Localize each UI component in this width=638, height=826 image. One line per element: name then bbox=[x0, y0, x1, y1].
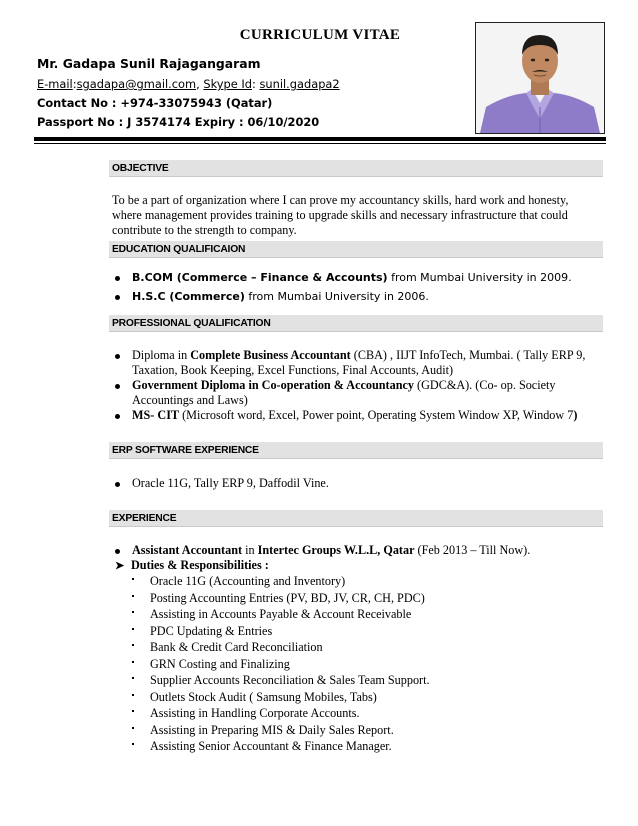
bullet-icon bbox=[115, 295, 120, 300]
square-bullet-icon bbox=[132, 644, 134, 646]
square-bullet-icon bbox=[132, 677, 134, 679]
square-bullet-icon bbox=[132, 628, 134, 630]
section-heading-erp: ERP SOFTWARE EXPERIENCE bbox=[109, 442, 603, 459]
document-title: CURRICULUM VITAE bbox=[239, 27, 401, 43]
objective-text: To be a part of organization where I can prove my accountancy skills, hard work and honesty, where management provides training to upgrade skills and necessary infrastructure that could contribute to the strength to company. bbox=[112, 193, 569, 237]
list-item: B.COM (Commerce – Finance & Accounts) from Mumbai University in 2009. bbox=[112, 270, 606, 285]
experience-list bbox=[112, 543, 606, 558]
list-item: Assisting in Preparing MIS & Daily Sales Report. bbox=[132, 722, 430, 739]
square-bullet-icon bbox=[132, 694, 134, 696]
section-heading-objective: OBJECTIVE bbox=[109, 160, 603, 177]
contact-number: Contact No : +974-33075943 (Qatar) bbox=[37, 96, 273, 110]
education-list bbox=[112, 270, 606, 304]
list-item: H.S.C (Commerce) from Mumbai University in 2006. bbox=[112, 289, 606, 304]
experience-entry: Assistant Accountant in Intertec Groups W.L.L, Qatar (Feb 2013 – Till Now). bbox=[112, 543, 606, 558]
profile-photo bbox=[475, 22, 605, 134]
list-item: Assisting in Accounts Payable & Account Receivable bbox=[132, 606, 430, 623]
square-bullet-icon bbox=[132, 710, 134, 712]
passport-info: Passport No : J 3574174 Expiry : 06/10/2020 bbox=[37, 115, 320, 129]
list-item: Outlets Stock Audit ( Samsung Mobiles, Tabs) bbox=[132, 689, 430, 706]
square-bullet-icon bbox=[132, 727, 134, 729]
bullet-icon bbox=[115, 549, 120, 554]
skype-label: Skype Id bbox=[203, 77, 252, 91]
list-item: Oracle 11G (Accounting and Inventory) bbox=[132, 573, 430, 590]
square-bullet-icon bbox=[132, 611, 134, 613]
square-bullet-icon bbox=[132, 661, 134, 663]
duties-heading: ➤ Duties & Responsibilities : bbox=[115, 558, 269, 572]
bullet-icon bbox=[115, 384, 120, 389]
list-item: Assisting Senior Accountant & Finance Manager. bbox=[132, 738, 430, 755]
bullet-icon bbox=[115, 276, 120, 281]
square-bullet-icon bbox=[132, 595, 134, 597]
section-heading-professional: PROFESSIONAL QUALIFICATION bbox=[109, 315, 603, 332]
section-heading-education: EDUCATION QUALIFICAION bbox=[109, 241, 603, 258]
header-divider-thin bbox=[34, 143, 606, 144]
list-item: MS- CIT (Microsoft word, Excel, Power point, Operating System Window XP, Window 7) bbox=[112, 408, 606, 423]
square-bullet-icon bbox=[132, 743, 134, 745]
email-label: E-mail bbox=[37, 77, 73, 91]
header-divider-thick bbox=[34, 137, 606, 141]
professional-list bbox=[112, 348, 606, 423]
contact-links-line: E-mail:sgadapa@gmail.com, Skype Id: sunil.gadapa2 bbox=[37, 77, 340, 91]
list-item: Assisting in Handling Corporate Accounts. bbox=[132, 705, 430, 722]
list-item: Government Diploma in Co-operation & Accountancy (GDC&A). (Co- op. Society Accountings and Laws) bbox=[112, 378, 606, 408]
list-item: Oracle 11G, Tally ERP 9, Daffodil Vine. bbox=[112, 476, 606, 491]
list-item: Diploma in Complete Business Accountant (CBA) , IIJT InfoTech, Mumbai. ( Tally ERP 9, Taxation, Book Keeping, Excel Functions, Final Accounts, Audit) bbox=[112, 348, 606, 378]
list-item: Posting Accounting Entries (PV, BD, JV, CR, CH, PDC) bbox=[132, 590, 430, 607]
list-item: PDC Updating & Entries bbox=[132, 623, 430, 640]
list-item: GRN Costing and Finalizing bbox=[132, 656, 430, 673]
duties-list bbox=[132, 573, 430, 755]
bullet-icon bbox=[115, 482, 120, 487]
square-bullet-icon bbox=[132, 578, 134, 580]
bullet-icon bbox=[115, 414, 120, 419]
list-item: Bank & Credit Card Reconciliation bbox=[132, 639, 430, 656]
erp-list bbox=[112, 476, 606, 491]
skype-link[interactable]: sunil.gadapa2 bbox=[259, 77, 340, 91]
arrow-bullet-icon: ➤ bbox=[115, 560, 125, 572]
bullet-icon bbox=[115, 354, 120, 359]
section-heading-experience: EXPERIENCE bbox=[109, 510, 603, 527]
candidate-name: Mr. Gadapa Sunil Rajagangaram bbox=[37, 56, 261, 71]
email-link[interactable]: sgadapa@gmail.com bbox=[76, 77, 197, 91]
list-item: Supplier Accounts Reconciliation & Sales Team Support. bbox=[132, 672, 430, 689]
